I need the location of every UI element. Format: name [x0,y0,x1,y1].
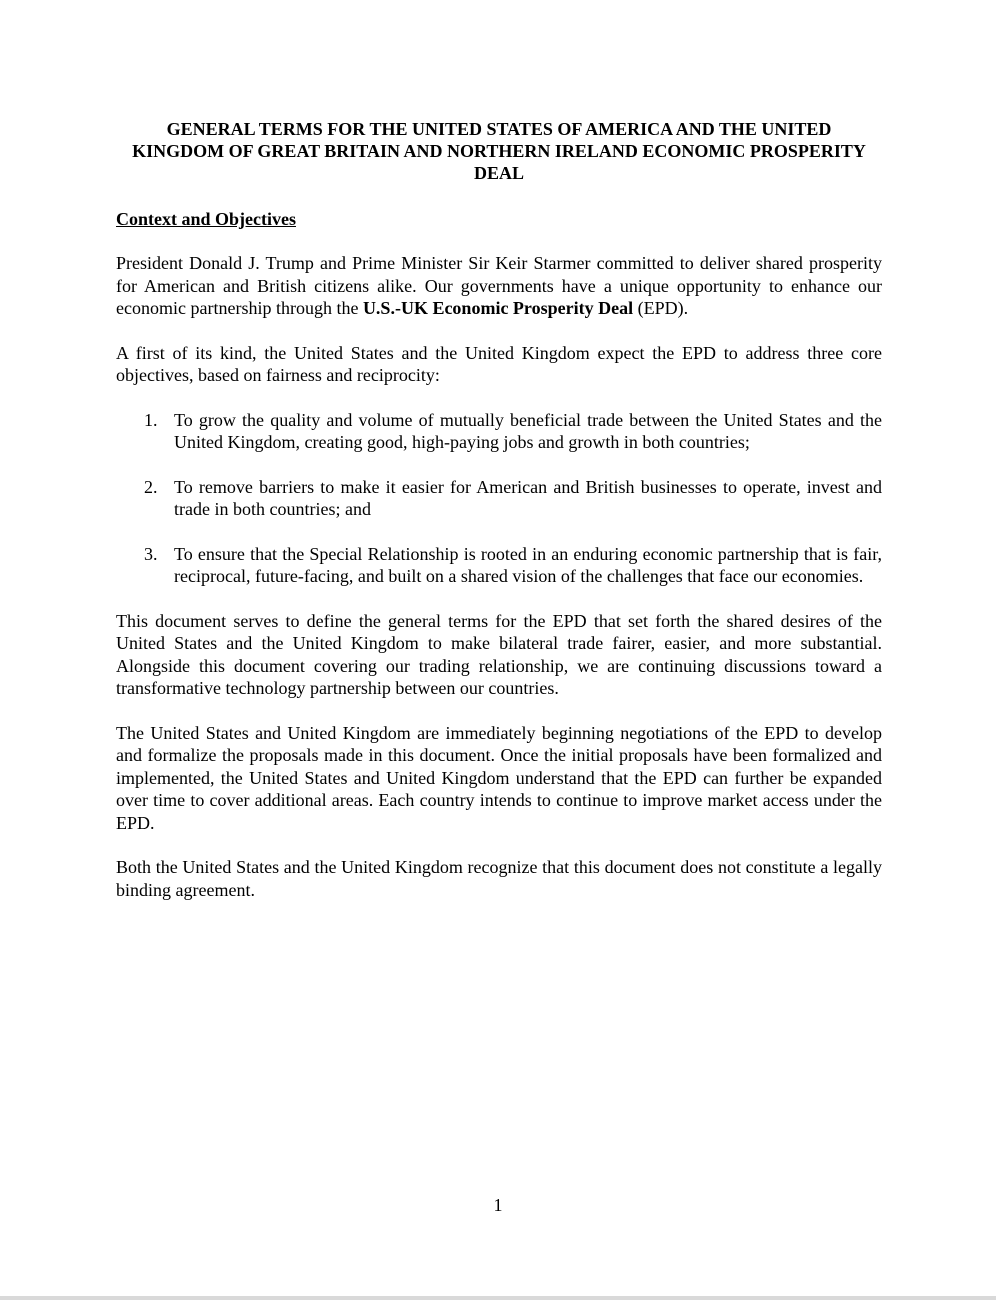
paragraph-intro-suffix: (EPD). [633,298,689,318]
page-content [116,118,882,901]
paragraph-objectives-intro: A first of its kind, the United States and the United Kingdom expect the EPD to address three core objectives, based on fairness and reciprocity: [116,342,882,385]
list-item-number: 2. [144,476,158,497]
list-item-text: To ensure that the Special Relationship is rooted in an enduring economic partnership that is fair, reciprocal, future-facing, and built on a shared vision of the challenges that face our economies. [174,543,882,586]
list-item-text: To grow the quality and volume of mutually beneficial trade between the United States and the United Kingdom, creating good, high-paying jobs and growth in both countries; [174,409,882,452]
paragraph-negotiations: The United States and United Kingdom are immediately beginning negotiations of the EPD to develop and formalize the proposals made in this document. Once the initial proposals have been formalized and implemented, the United States and United Kingdom understand that the EPD can further be expanded over time to cover additional areas. Each country intends to continue to improve market access under the EPD. [116,722,882,833]
paragraph-non-binding: Both the United States and the United Kingdom recognize that this document does not constitute a legally binding agreement. [116,857,882,900]
page-bottom-edge [0,1296,996,1300]
list-item-number: 1. [144,409,158,430]
list-item [116,409,882,454]
section-heading: Context and Objectives [116,209,296,229]
document-title: GENERAL TERMS FOR THE UNITED STATES OF AMERICA AND THE UNITED KINGDOM OF GREAT BRITAIN AND NORTHERN IRELAND ECONOMIC PROSPERITY DEAL [132,119,866,183]
list-item [116,476,882,521]
paragraph-intro [116,252,882,320]
objectives-list [116,409,882,588]
paragraph-general-terms: This document serves to define the general terms for the EPD that set forth the shared desires of the United States and the United Kingdom to make bilateral trade fairer, easier, and more substantial. Alongside this document covering our trading relationship, we are continuing discussions toward a transformative technology partnership between our countries. [116,610,882,698]
list-item-number: 3. [144,543,158,564]
list-item-text: To remove barriers to make it easier for American and British businesses to operate, invest and trade in both countries; and [174,476,882,519]
deal-name: U.S.-UK Economic Prosperity Deal [362,298,634,318]
paragraph-intro-text: President Donald J. Trump and Prime Minister Sir Keir Starmer committed to deliver shared prosperity for American and British citizens alike. Our governments have a unique opportunity to enhance our economic partnership through the [116,253,882,318]
page-number: 1 [493,1195,503,1215]
list-item [116,543,882,588]
